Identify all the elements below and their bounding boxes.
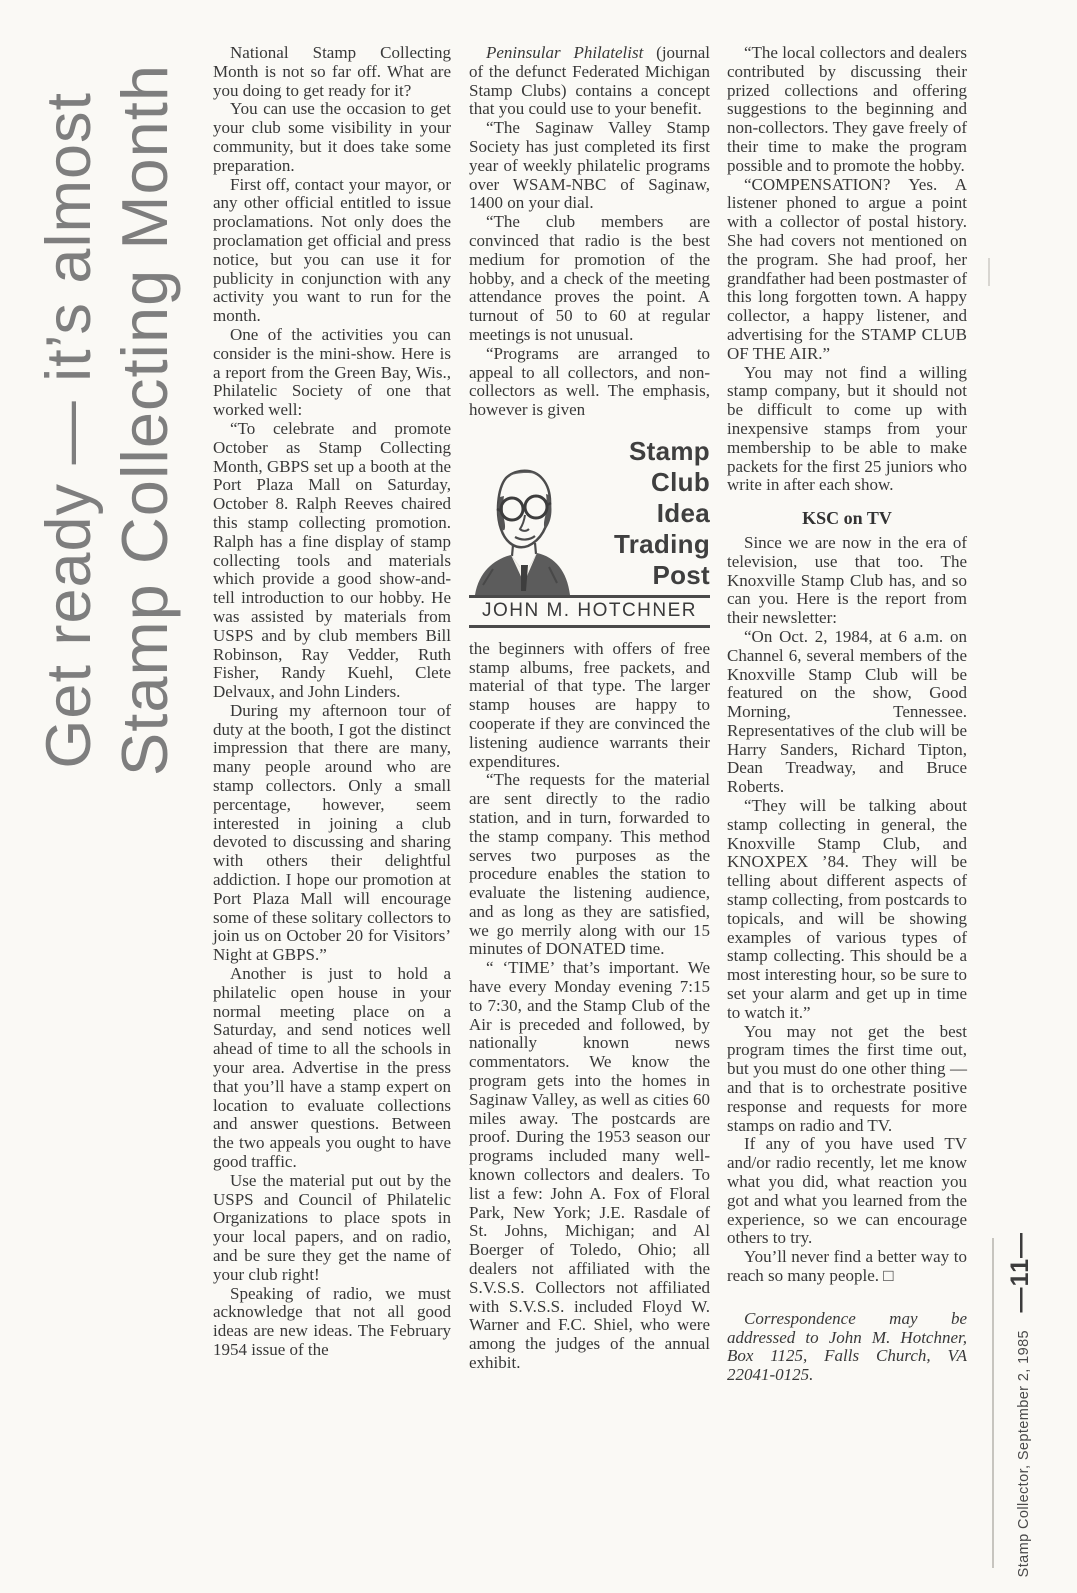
column-title-line: Stamp Club	[629, 435, 710, 497]
paragraph: “COMPENSATION? Yes. A listener phoned to argue a point with a collector of postal history. She had covers not mentioned on the program. She had proof, her grandfather had been postmaster of this long forgotten town. A happy collector, a happy listener, and advertising for the STAMP CLUB OF THE AIR.”	[727, 174, 967, 363]
paragraph: You may not get the best program times the first time out, but you must do one other thing — and that is to orchestrate positive response and requests for more stamps on radio and TV.	[727, 1021, 967, 1135]
column3-part2-paragraphs	[727, 534, 967, 1385]
page-number: —11—	[1006, 1232, 1034, 1313]
paragraph: “The Saginaw Valley Stamp Society has just completed its first year of weekly philatelic programs over WSAM-NBC of Saginaw, 1400 on your dial.	[469, 118, 710, 213]
paragraph: You’ll never find a better way to reach so many people. □	[727, 1247, 967, 1285]
author-portrait-icon	[469, 459, 573, 595]
paragraph: the beginners with offers of free stamp albums, free packets, and material of that type. The larger stamp houses are happy to cooperate if they are convinced the listening audience warrants their expenditures.	[469, 638, 710, 771]
paragraph: “To celebrate and promote October as Stamp Collecting Month, GBPS set up a booth at the Port Plaza Mall on Saturday, October 8. Ralph Reeves chaired this stamp collecting promotion. Ralph has a fine display of stamp collecting tools and materials which provide a good show-and-tell introduction to our hobby. He was assisted by materials from USPS and by club members Bill Robinson, Ray Vedder, Ruth Fisher, Randy Kuehl, Clete Delvaux, and John Linders.	[213, 418, 451, 702]
scan-artifact-rule	[992, 1238, 994, 1568]
journal-credit: Stamp Collector, September 2, 1985	[1016, 1330, 1032, 1578]
text-run: (journal of the defunct Federated Michigan Stamp Clubs) contains a concept that you could use to your benefit.	[469, 43, 710, 119]
paragraph: Correspondence may be addressed to John M. Hotchner, Box 1125, Falls Church, VA 22041-0125.	[727, 1308, 967, 1385]
column-title	[573, 436, 710, 595]
paragraph: First off, contact your mayor, or any other official entitled to issue proclamations. Not only does the proclamation get official and press notice, but you can use it for publicity in conjunction with any activity you want to run for the month.	[213, 174, 451, 326]
paragraph: You may not find a willing stamp company, but it should not be difficult to come up with inexpensive stamps from your membership to be able to make packets for the first 25 juniors who write in after each show.	[727, 362, 967, 495]
paragraph: Since we are now in the era of television, use that too. The Knoxville Stamp Club has, and so can you. Here is the report from their newsletter:	[727, 532, 967, 628]
divider-bottom	[469, 625, 710, 628]
italic-text-run: Peninsular Philatelist	[486, 43, 657, 62]
byline-author: JOHN M. HOTCHNER	[481, 599, 698, 621]
paragraph: Use the material put out by the USPS and Council of Philatelic Organizations to place spots in your local papers, and on radio, and be sure they get the name of your club right!	[213, 1170, 451, 1284]
paragraph: One of the activities you can consider is the mini-show. Here is a report from the Green Bay, Wis., Philatelic Society of one that worked well:	[213, 324, 451, 420]
column2-bottom-paragraphs	[469, 640, 710, 1373]
paragraph: “They will be talking about stamp collecting in general, the Knoxville Stamp Club, and KNOXPEX ’84. They will be telling about different aspects of stamp collecting, from postcards to topicals, and will be showing examples of various types of stamp collecting. This should be a most interesting hour, so be sure to set your alarm and get up in time to watch it.”	[727, 796, 967, 1022]
column-title-line: Trading	[614, 528, 710, 559]
byline-box	[469, 436, 710, 628]
article-column-3	[727, 44, 967, 1385]
section-heading-ksc-on-tv: KSC on TV	[802, 508, 892, 529]
paragraph: “The local collectors and dealers contributed by discussing their prized collections and offering suggestions to the beginning and non-collectors. They gave freely of their time to make the program possible and to promote the hobby.	[727, 43, 967, 175]
paragraph: “The requests for the material are sent directly to the radio station, and in turn, forwarded to the stamp company. This method serves two purposes as the procedure enables the station to evaluate the listening audience, and as long as they are satisfied, we go merrily along with our 15 minutes of DONATED time.	[469, 770, 710, 959]
paragraph: “ ‘TIME’ that’s important. We have every Monday evening 7:15 to 7:30, and the Stamp Club of the Air is preceded and followed, by nationally known news commentators. We know the program gets into the homes in Saginaw Valley, as well as cities 60 miles away. The postcards are proof. During the 1953 season our programs included many well-known collectors and dealers. To list a few: John A. Fox of Floral Park, New York; J.E. Rasdale of St. Johns, Michigan; and Al Boerger of Toledo, Ohio; all dealers not affiliated with the S.V.S.S. Collectors not affiliated with S.V.S.S. included Floyd W. Warner and F.C. Shiel, who were among the judges of the annual exhibit.	[469, 958, 710, 1373]
paragraph: “The club members are convinced that radio is the best medium for promotion of the hobby, and a check of the meeting attendance proves the point. A turnout of 50 to 60 at regular meetings is not unusual.	[469, 212, 710, 344]
paragraph: Speaking of radio, we must acknowledge that not all good ideas are new ideas. The February 1954 issue of the	[213, 1283, 451, 1359]
paragraph	[469, 44, 710, 119]
column3-part1-paragraphs	[727, 44, 967, 495]
article-column-1	[213, 44, 451, 1360]
paragraph: During my afternoon tour of duty at the booth, I got the distinct impression that there are many, many people around who are stamp collectors. Only a small percentage, however, seem interested in joining a club devoted to discussing and sharing with others their delightful addiction. I hope our promotion at Port Plaza Mall will encourage some of these solitary collectors to join us on October 20 for Visitors’ Night at GBPS.”	[213, 700, 451, 965]
column2-top-paragraphs	[469, 44, 710, 420]
column-title-line: Post	[652, 559, 710, 590]
paragraph: You can use the occasion to get your club some visibility in your community, but it does take some preparation.	[213, 99, 451, 175]
paragraph: “On Oct. 2, 1984, at 6 a.m. on Channel 6, several members of the Knoxville Stamp Club will be featured on the show, Good Morning, Tennessee. Representatives of the club will be Harry Sanders, Richard Tipton, Dean Treadway, and Bruce Roberts.	[727, 626, 967, 797]
article-column-2	[469, 44, 710, 1373]
paragraph: “Programs are arranged to appeal to all collectors, and non-collectors as well. The emphasis, however is given	[469, 343, 710, 420]
byline-box-header	[469, 436, 710, 595]
paragraph: If any of you have used TV and/or radio recently, let me know what you did, what reaction you got and what you learned from the experience, so we can encourage others to try.	[727, 1134, 967, 1248]
column-title-line: Idea	[656, 497, 710, 528]
headline-line-1: Get ready — it’s almost	[34, 92, 104, 769]
scan-artifact-rule	[988, 258, 990, 286]
headline-line-2: Stamp Collecting Month	[108, 64, 181, 777]
paragraph: National Stamp Collecting Month is not so far off. What are you doing to get ready for it?	[213, 43, 451, 100]
paragraph: Another is just to hold a philatelic open house in your normal meeting place on a Saturday, and send notices well ahead of time to all the schools in your area. Advertise in the press that you’ll have a stamp expert on location to evaluate collections and answer questions. Between the two appeals you ought to have good traffic.	[213, 964, 451, 1172]
